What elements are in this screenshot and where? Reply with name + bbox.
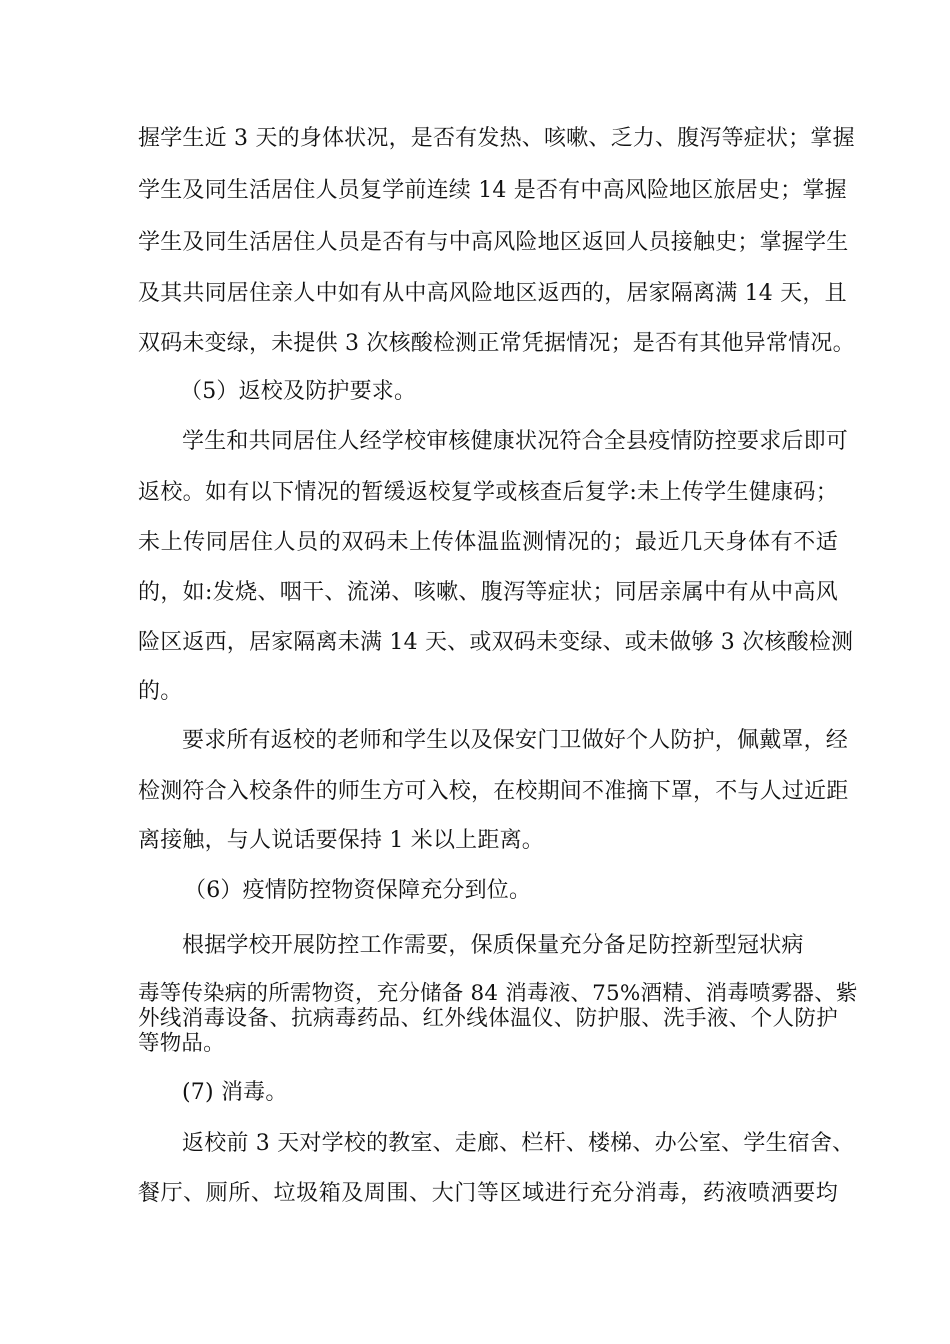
body-text-line: 的。 — [138, 679, 183, 704]
body-text-line: 餐厅、厕所、垃圾箱及周围、大门等区域进行充分消毒，药液喷洒要均 — [138, 1181, 838, 1206]
body-text-line: 握学生近 3 天的身体状况，是否有发热、咳嗽、乏力、腹泻等症状；掌握 — [138, 126, 855, 151]
body-text-line: 的，如:发烧、咽干、流涕、咳嗽、腹泻等症状；同居亲属中有从中高风 — [138, 580, 838, 605]
body-text-line: 外线消毒设备、抗病毒药品、红外线体温仪、防护服、洗手液、个人防护 — [138, 1006, 838, 1031]
body-text-line: 险区返西，居家隔离未满 14 天、或双码未变绿、或未做够 3 次核酸检测 — [138, 630, 854, 655]
body-text-line: 返校前 3 天对学校的教室、走廊、栏杆、楼梯、办公室、学生宿舍、 — [182, 1131, 855, 1156]
body-text-line: 双码未变绿，未提供 3 次核酸检测正常凭据情况；是否有其他异常情况。 — [138, 331, 855, 356]
body-text-line: 学生及同生活居住人员是否有与中高风险地区返回人员接触史；掌握学生 — [138, 230, 849, 255]
section-heading-6: （6）疫情防控物资保障充分到位。 — [184, 878, 532, 903]
section-heading-5: （5）返校及防护要求。 — [180, 379, 417, 404]
body-text-line: 毒等传染病的所需物资，充分储备 84 消毒液、75%酒精、消毒喷雾器、紫 — [138, 981, 858, 1006]
section-heading-7: (7) 消毒。 — [182, 1080, 288, 1105]
body-text-line: 未上传同居住人员的双码未上传体温监测情况的；最近几天身体有不适 — [138, 530, 838, 555]
body-text-line: 学生和共同居住人经学校审核健康状况符合全县疫情防控要求后即可 — [182, 429, 849, 454]
body-text-line: 离接触，与人说话要保持 1 米以上距离。 — [138, 828, 544, 853]
body-text-line: 返校。如有以下情况的暂缓返校复学或核查后复学:未上传学生健康码； — [138, 480, 838, 505]
body-text-line: 根据学校开展防控工作需要，保质保量充分备足防控新型冠状病 — [182, 933, 804, 958]
body-text-line: 检测符合入校条件的师生方可入校，在校期间不准摘下罩，不与人过近距 — [138, 779, 849, 804]
body-text-line: 及其共同居住亲人中如有从中高风险地区返西的，居家隔离满 14 天，且 — [138, 281, 847, 306]
body-text-line: 等物品。 — [138, 1031, 225, 1056]
body-text-line: 学生及同生活居住人员复学前连续 14 是否有中高风险地区旅居史；掌握 — [138, 178, 847, 203]
body-text-line: 要求所有返校的老师和学生以及保安门卫做好个人防护，佩戴罩，经 — [182, 728, 849, 753]
